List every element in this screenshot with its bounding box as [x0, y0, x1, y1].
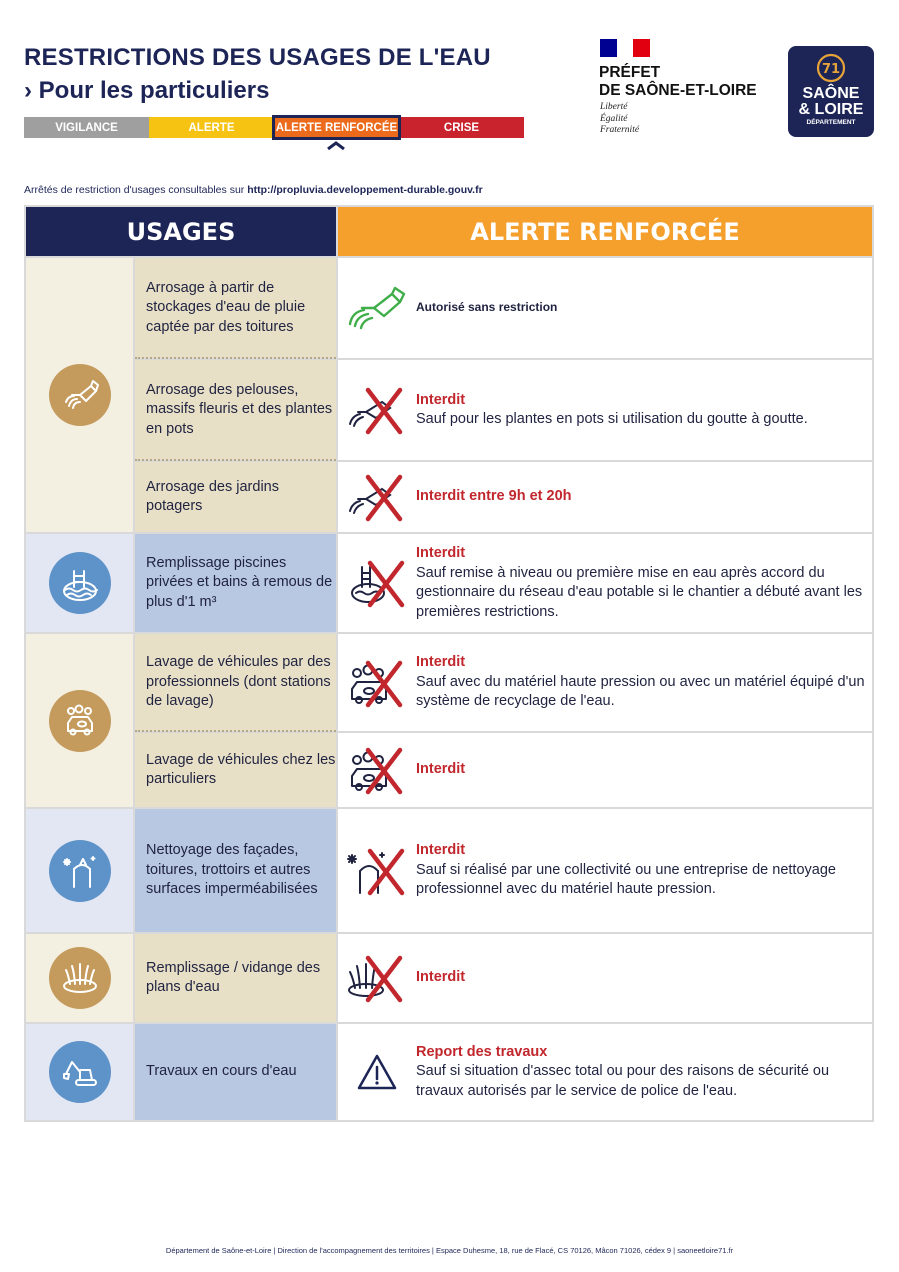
rule-title: Autorisé sans restriction	[416, 300, 558, 315]
warning-triangle-icon	[338, 1052, 416, 1092]
facade-cleaning-icon	[49, 840, 111, 902]
row-divider	[135, 730, 336, 732]
rule-text	[416, 544, 872, 622]
footer: Département de Saône-et-Loire | Direction de l'accompagnement des territoires | Espace Duhesme, 18, rue de Flacé, CS 70126, Mâcon 71026, cédex 9 | saoneetloire71.fr	[165, 1246, 734, 1255]
rule-detail: Sauf si situation d'assec total ou pour des raisons de sécurité ou travaux autorisés par le service de police de l'eau.	[416, 1063, 830, 1099]
propluvia-link[interactable]: http://propluvia.developpement-durable.gouv.fr	[247, 184, 483, 196]
republic-motto	[600, 102, 639, 137]
pond-forbidden-icon	[338, 952, 416, 1004]
rule-cell	[338, 258, 872, 358]
car-wash-forbidden-icon	[338, 657, 416, 709]
rule-title: Interdit	[416, 842, 466, 859]
usage-cell: Remplissage piscines privées et bains à remous de plus d'1 m³	[135, 534, 336, 632]
rule-cell	[338, 934, 872, 1022]
rule-cell	[338, 534, 872, 632]
level-alerte: ALERTE	[149, 117, 274, 138]
row-divider	[135, 459, 336, 461]
motto-fraternite: Fraternité	[600, 125, 640, 135]
usage-cell: Lavage de véhicules par des professionnels (dont stations de lavage)	[135, 634, 336, 731]
rule-detail: Sauf si réalisé par une collectivité ou une entreprise de nettoyage professionnel avec du matériel haute pression.	[416, 861, 836, 898]
rule-title: Interdit	[416, 761, 466, 778]
prefecture-line1: PRÉFET	[599, 64, 661, 81]
alert-level-scale	[24, 117, 524, 138]
facade-cleaning-forbidden-icon	[338, 845, 416, 897]
arretes-info	[24, 184, 483, 196]
rule-text	[416, 298, 557, 318]
usage-cell: Remplissage / vidange des plans d'eau	[135, 934, 336, 1022]
rule-text	[416, 487, 572, 507]
usage-cell: Arrosage des jardins potagers	[135, 462, 336, 532]
department-line1: SAÔNE	[802, 85, 860, 102]
group-icon-cell	[26, 934, 133, 1022]
department-line2: & LOIRE	[798, 101, 864, 118]
usage-cell: Lavage de véhicules chez les particuliers	[135, 733, 336, 807]
rule-title: Interdit	[416, 391, 466, 408]
department-line3: DÉPARTEMENT	[806, 119, 856, 126]
page-subtitle: › Pour les particuliers	[24, 77, 270, 104]
level-crise: CRISE	[399, 117, 524, 138]
excavator-icon	[49, 1041, 111, 1103]
prefecture-name	[599, 64, 757, 100]
rule-text	[416, 968, 465, 988]
watering-can-icon	[49, 364, 111, 426]
column-header-usages: USAGES	[26, 207, 336, 256]
rule-text	[416, 1043, 872, 1102]
motto-egalite: Égalité	[600, 113, 628, 124]
rule-detail: Sauf avec du matériel haute pression ou avec un matériel équipé d'un système de recyclage de l'eau.	[416, 673, 865, 710]
level-alerte-renforcee: ALERTE RENFORCÉE	[274, 117, 399, 138]
group-icon-cell	[26, 634, 133, 807]
row-divider	[135, 357, 336, 359]
column-header-level: ALERTE RENFORCÉE	[338, 207, 872, 256]
group-icon-cell	[26, 258, 133, 532]
rule-detail: Sauf remise à niveau ou première mise en eau après accord du gestionnaire du réseau d'eau potable si le chantier a débuté avant les premières restrictions.	[416, 564, 863, 620]
rule-text	[416, 653, 872, 712]
restrictions-table	[24, 205, 874, 1122]
rule-text	[416, 391, 808, 430]
rule-title: Interdit	[416, 545, 466, 561]
pool-icon	[49, 552, 111, 614]
arretes-text: Arrêtés de restriction d'usages consultables sur	[24, 184, 248, 196]
department-number: 71	[821, 62, 841, 77]
marianne-flag-icon	[600, 39, 650, 57]
usage-cell: Nettoyage des façades, toitures, trottoirs et autres surfaces imperméabilisées	[135, 809, 336, 932]
rule-cell	[338, 462, 872, 532]
department-71-icon	[816, 53, 846, 83]
department-logo	[788, 46, 874, 137]
rule-title: Interdit	[416, 654, 466, 671]
rule-title: Interdit	[416, 969, 466, 986]
watering-forbidden-icon	[338, 471, 416, 523]
level-vigilance: VIGILANCE	[24, 117, 149, 138]
watering-can-green-icon	[338, 286, 416, 330]
group-icon-cell	[26, 809, 133, 932]
pond-icon	[49, 947, 111, 1009]
rule-cell	[338, 733, 872, 807]
usage-cell: Arrosage à partir de stockages d'eau de pluie captée par des toitures	[135, 258, 336, 358]
group-icon-cell	[26, 1024, 133, 1120]
rule-cell	[338, 809, 872, 932]
rule-text	[416, 841, 872, 900]
rule-cell	[338, 634, 872, 731]
watering-forbidden-icon	[338, 384, 416, 436]
rule-cell	[338, 360, 872, 460]
rule-title: Interdit entre 9h et 20h	[416, 488, 572, 505]
prefecture-line2: DE SAÔNE-ET-LOIRE	[599, 82, 757, 99]
usage-cell: Travaux en cours d'eau	[135, 1024, 336, 1120]
motto-liberte: Liberté	[600, 102, 628, 112]
usage-cell: Arrosage des pelouses, massifs fleuris et des plantes en pots	[135, 360, 336, 460]
page-title: RESTRICTIONS DES USAGES DE L'EAU	[24, 44, 491, 71]
car-wash-forbidden-icon	[338, 744, 416, 796]
rule-cell	[338, 1024, 872, 1120]
pool-forbidden-icon	[338, 557, 416, 609]
rule-title: Report des travaux	[416, 1043, 548, 1060]
rule-text	[416, 760, 465, 780]
selected-level-caret-icon	[326, 140, 346, 150]
group-icon-cell	[26, 534, 133, 632]
rule-detail: Sauf pour les plantes en pots si utilisation du goutte à goutte.	[416, 411, 808, 427]
car-wash-icon	[49, 690, 111, 752]
